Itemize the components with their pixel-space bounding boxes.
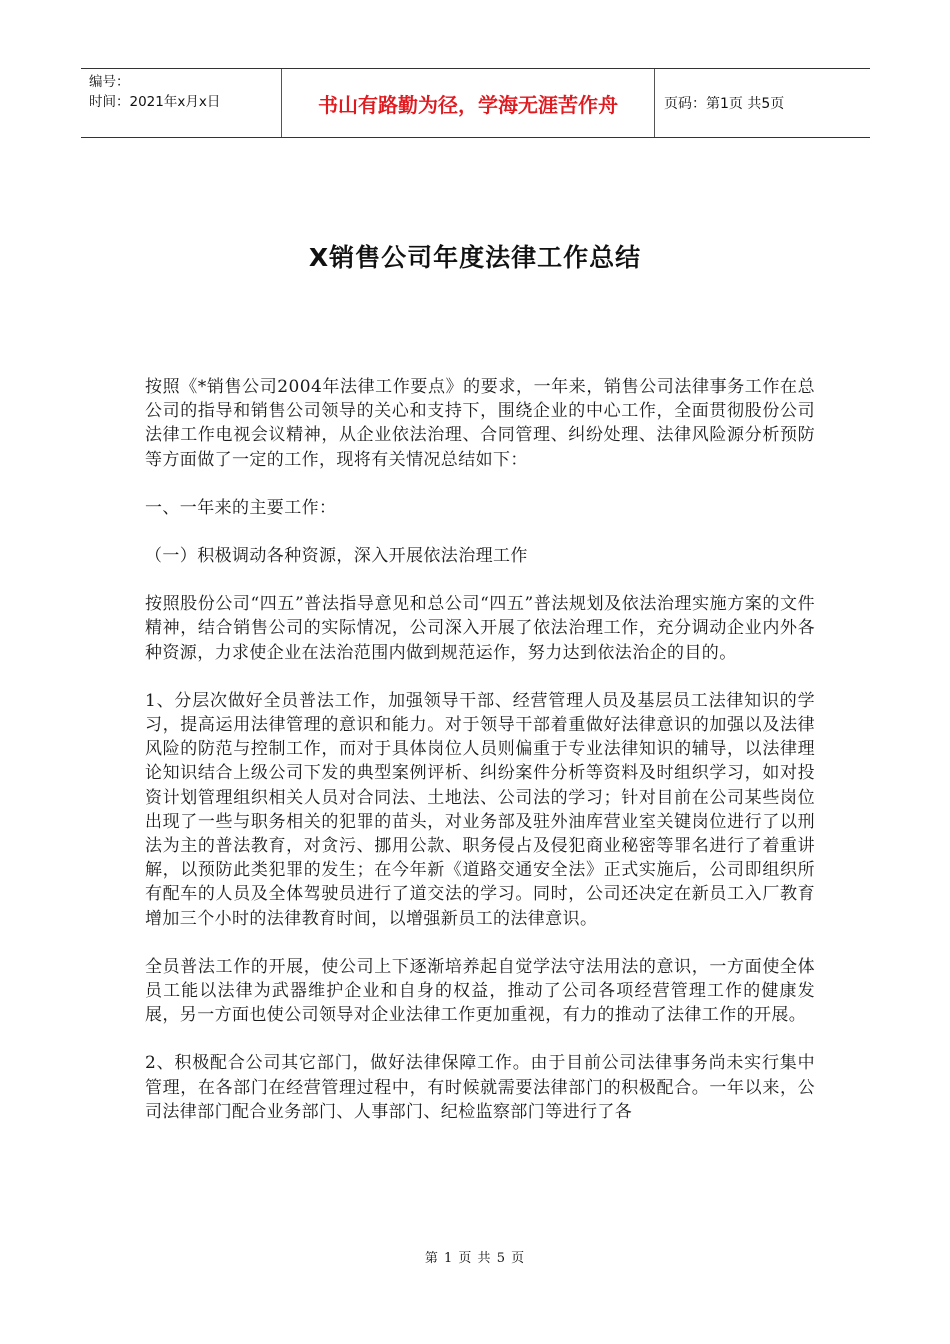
paragraph: 2、积极配合公司其它部门，做好法律保障工作。由于目前公司法律事务尚未实行集中管理，在各部门在经营管理过程中，有时候就需要法律部门的积极配合。一年以来，公司法律部门配合业务部门、人事部门、纪检监察部门等进行了各 [145,1053,815,1122]
paragraph-intro: 按照《*销售公司2004年法律工作要点》的要求，一年来，销售公司法律事务工作在总公司的指导和销售公司领导的关心和支持下，围绕企业的中心工作，全面贯彻股份公司法律工作电视会议精神，从企业依法治理、合同管理、纠纷处理、法律风险源分析预防等方面做了一定的工作，现将有关情况总结如下： [145,377,815,470]
subsection-heading: （一）积极调动各种资源，深入开展依法治理工作 [145,546,528,567]
paragraph: 按照股份公司“四五”普法指导意见和总公司“四五”普法规划及依法治理实施方案的文件精神，结合销售公司的实际情况，公司深入开展了依法治理工作，充分调动企业内外各种资源，力求使企业在法治范围内做到规范运作，努力达到依法治企的目的。 [145,594,815,663]
document-body [145,375,815,1124]
motto: 书山有路勤为径，学海无涯苦作舟 [282,69,655,137]
page-footer: 第 1 页 共 5 页 [424,1251,526,1266]
time-label: 时间：2021年x月x日 [89,94,221,110]
header-left-cell [81,69,282,137]
paragraph: 全员普法工作的开展，使公司上下逐渐培养起自觉学法守法用法的意识，一方面使全体员工能以法律为武器维护企业和自身的权益，推动了公司各项经营管理工作的健康发展，另一方面也使公司领导对企业法律工作更加重视，有力的推动了法律工作的开展。 [145,956,815,1026]
paragraph: 1、分层次做好全员普法工作，加强领导干部、经营管理人员及基层员工法律知识的学习，提高运用法律管理的意识和能力。对于领导干部着重做好法律意识的加强以及法律风险的防范与控制工作，而对于具体岗位人员则偏重于专业法律知识的辅导，以法律理论知识结合上级公司下发的典型案例评析、纠纷案件分析等资料及时组织学习，如对投资计划管理组织相关人员对合同法、土地法、公司法的学习；针对目前在公司某些岗位出现了一些与职务相关的犯罪的苗头，对业务部及驻外油库营业室关键岗位进行了以刑法为主的普法教育，对贪污、挪用公款、职务侵占及侵犯商业秘密等罪名进行了着重讲解，以预防此类犯罪的发生；在今年新《道路交通安全法》正式实施后，公司即组织所有配车的人员及全体驾驶员进行了道交法的学习。同时，公司还决定在新员工入厂教育增加三个小时的法律教育时间，以增强新员工的法律意识。 [145,690,815,929]
page-label: 页码：第1页 共5页 [664,96,785,112]
number-label: 编号： [89,74,130,90]
header-table [81,68,870,138]
section-heading: 一、一年来的主要工作： [145,497,337,518]
document-title: X销售公司年度法律工作总结 [308,243,642,272]
